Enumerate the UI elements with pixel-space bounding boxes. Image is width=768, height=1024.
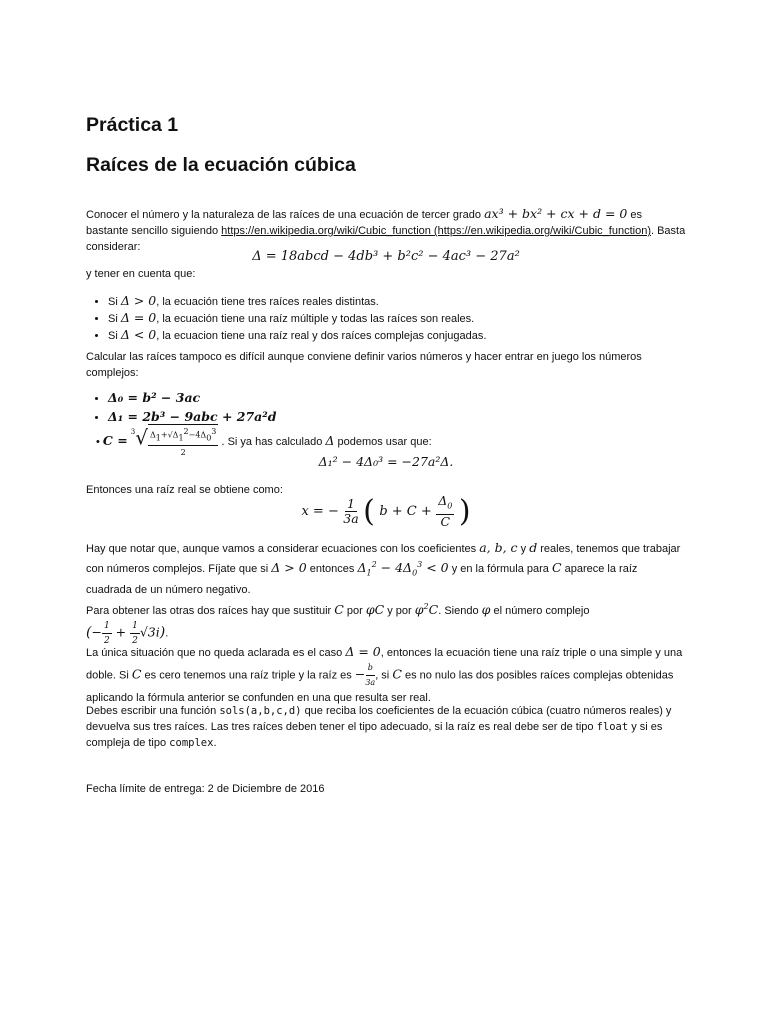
cube-root-expression: $^3$√ $\frac{\Delta_1+√\Delta_1^2-4\Delta_0^3}{2}$ [130, 425, 217, 458]
special-case-paragraph: La única situación que no queda aclarada es el caso Δ = 0, entonces la ecuación tiene una raíz triple o una simple y una doble. Si C es cero tenemos una raíz triple y la raíz es − $\frac{b}{3a}$ , si C es no nulo las dos posibles raíces complejas obtenidas aplicando la fórmula anterior se confunden en una que resulta ser real. [86, 644, 683, 704]
list-item: • Si Δ > 0, la ecuación tiene tres raíces reales distintas. [108, 293, 688, 310]
other-roots-paragraph: Para obtener las otras dos raíces hay que sustituir C por φC y por $\varphi^2C$. Siendo φ el número complejo (− $\frac{1}{2}$ + $\frac{1}{2}$ √3i). [86, 602, 590, 647]
c-definition: • C = $^3$√ $\frac{\Delta_1+√\Delta_1^2-4\Delta_0^3}{2}$ . Si ya has calculado Δ podemos usar que: [96, 424, 686, 460]
delta-relation-equation: Δ₁² − 4Δ₀³ = −27a²Δ. [318, 454, 454, 469]
list-item: • Δ₁ = 2b³ − 9abc + 27a²d [108, 408, 688, 427]
discriminant-cases-list [86, 293, 688, 344]
root-formula: x = − $\frac{1}{3a}$ ( b + C + $\frac{\Delta_0}{C}$ ) [301, 493, 471, 529]
intro-paragraph [86, 206, 686, 255]
real-root-text: Entonces una raíz real se obtiene como: [86, 484, 283, 496]
page-title: Práctica 1 [86, 114, 179, 136]
definitions-list [86, 389, 688, 427]
list-item: • Si Δ < 0, la ecuacion tiene una raíz real y dos raíces complejas conjugadas. [108, 327, 688, 344]
intro-text: Conocer el número y la naturaleza de las raíces de una ecuación de tercer grado [86, 209, 482, 221]
task-paragraph: Debes escribir una función sols(a,b,c,d) que reciba los coeficientes de la ecuación cúbica (cuatro números reales) y devuelva sus tres raíces. Las tres raíces deben tener el tipo adecuado, si la raíz es real debe ser de tipo float y si es compleja de tipo complex. [86, 705, 672, 749]
wikipedia-link[interactable]: https://en.wikipedia.org/wiki/Cubic_function (https://en.wikipedia.org/wiki/Cubic_function) [221, 225, 651, 237]
complex-intro-paragraph: Calcular las raíces tampoco es difícil aunque conviene definir varios números y hacer entrar en juego los números complejos: [86, 351, 642, 379]
intro-text-3: . Basta considerar: [86, 225, 686, 253]
intro-text-2: es bastante sencillo siguiendo [86, 209, 643, 237]
deadline-text: Fecha límite de entrega: 2 de Diciembre de 2016 [86, 783, 325, 795]
function-signature: sols(a,b,c,d) [219, 705, 302, 717]
list-item: • Si Δ = 0, la ecuación tiene una raíz múltiple y todas las raíces son reales. [108, 310, 688, 327]
section-title: Raíces de la ecuación cúbica [86, 154, 356, 176]
cubic-equation: ax³ + bx² + cx + d = 0 [484, 206, 628, 221]
complex-note-paragraph: Hay que notar que, aunque vamos a considerar ecuaciones con los coeficientes a, b, c y d reales, tenemos que trabajar con números complejos. Fíjate que si Δ > 0 entonces $\Delta_1^2 - 4\Delta_0^3 < 0$ y en la fórmula para C aparece la raíz cuadrada de un número negativo. [86, 540, 681, 596]
discriminant-equation: Δ = 18abcd − 4db³ + b²c² − 4ac³ − 27a² [252, 249, 520, 264]
consider-text: y tener en cuenta que: [86, 268, 196, 280]
list-item: • Δ₀ = b² − 3ac [108, 389, 688, 408]
